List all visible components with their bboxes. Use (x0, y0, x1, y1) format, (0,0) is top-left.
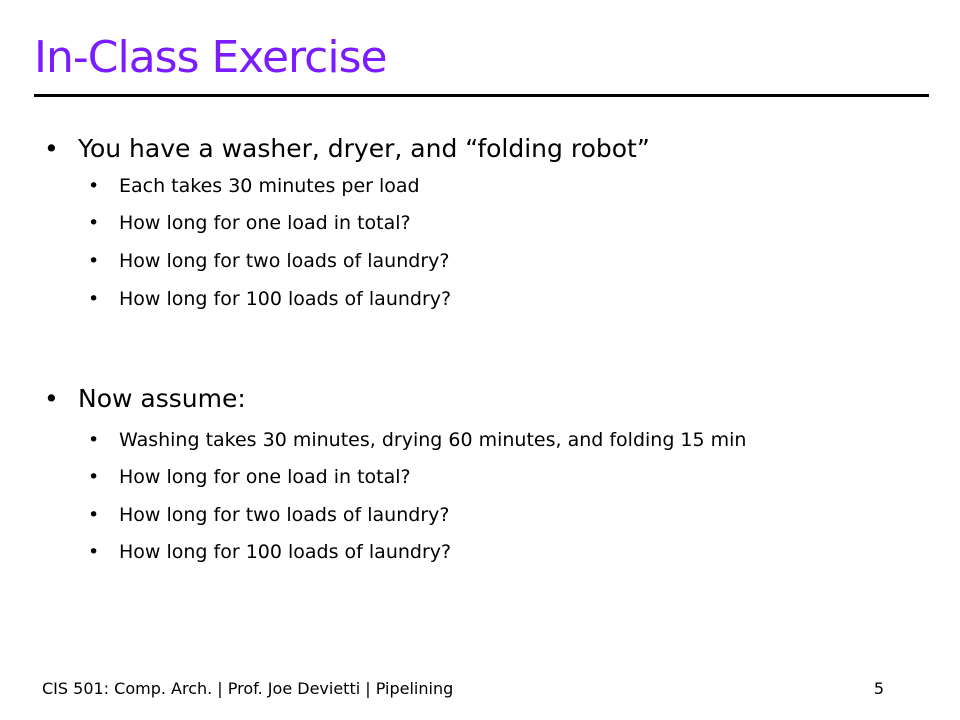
bullet-icon: • (44, 134, 59, 163)
list-item-text: How long for 100 loads of laundry? (119, 288, 452, 310)
page-number: 5 (873, 679, 884, 698)
list-item (88, 468, 411, 487)
bullet-icon: • (88, 429, 100, 451)
list-item-text: How long for two loads of laundry? (119, 250, 450, 272)
list-item-text: Each takes 30 minutes per load (119, 175, 420, 197)
bullet-icon: • (44, 384, 59, 413)
list-item (88, 506, 449, 525)
bullet-icon: • (88, 175, 100, 197)
list-item-text: How long for two loads of laundry? (119, 504, 450, 526)
list-item (88, 252, 449, 271)
list-item-text: Washing takes 30 minutes, drying 60 minutes, and folding 15 min (119, 429, 747, 451)
list-item (88, 543, 451, 562)
section2-heading-text: Now assume: (78, 384, 246, 413)
list-item-text: How long for one load in total? (119, 466, 411, 488)
list-item (88, 214, 411, 233)
bullet-icon: • (88, 212, 100, 234)
list-item (88, 431, 746, 450)
section1-heading-text: You have a washer, dryer, and “folding robot” (78, 134, 650, 163)
list-item (88, 177, 420, 196)
section1-heading (44, 136, 650, 161)
footer-text: CIS 501: Comp. Arch. | Prof. Joe Devietti | Pipelining (42, 679, 454, 698)
list-item (88, 290, 451, 309)
list-item-text: How long for one load in total? (119, 212, 411, 234)
list-item-text: How long for 100 loads of laundry? (119, 541, 452, 563)
bullet-icon: • (88, 466, 100, 488)
slide-title: In-Class Exercise (34, 32, 387, 83)
bullet-icon: • (88, 504, 100, 526)
bullet-icon: • (88, 541, 100, 563)
bullet-icon: • (88, 250, 100, 272)
bullet-icon: • (88, 288, 100, 310)
title-divider (34, 94, 929, 97)
section2-heading (44, 386, 246, 411)
